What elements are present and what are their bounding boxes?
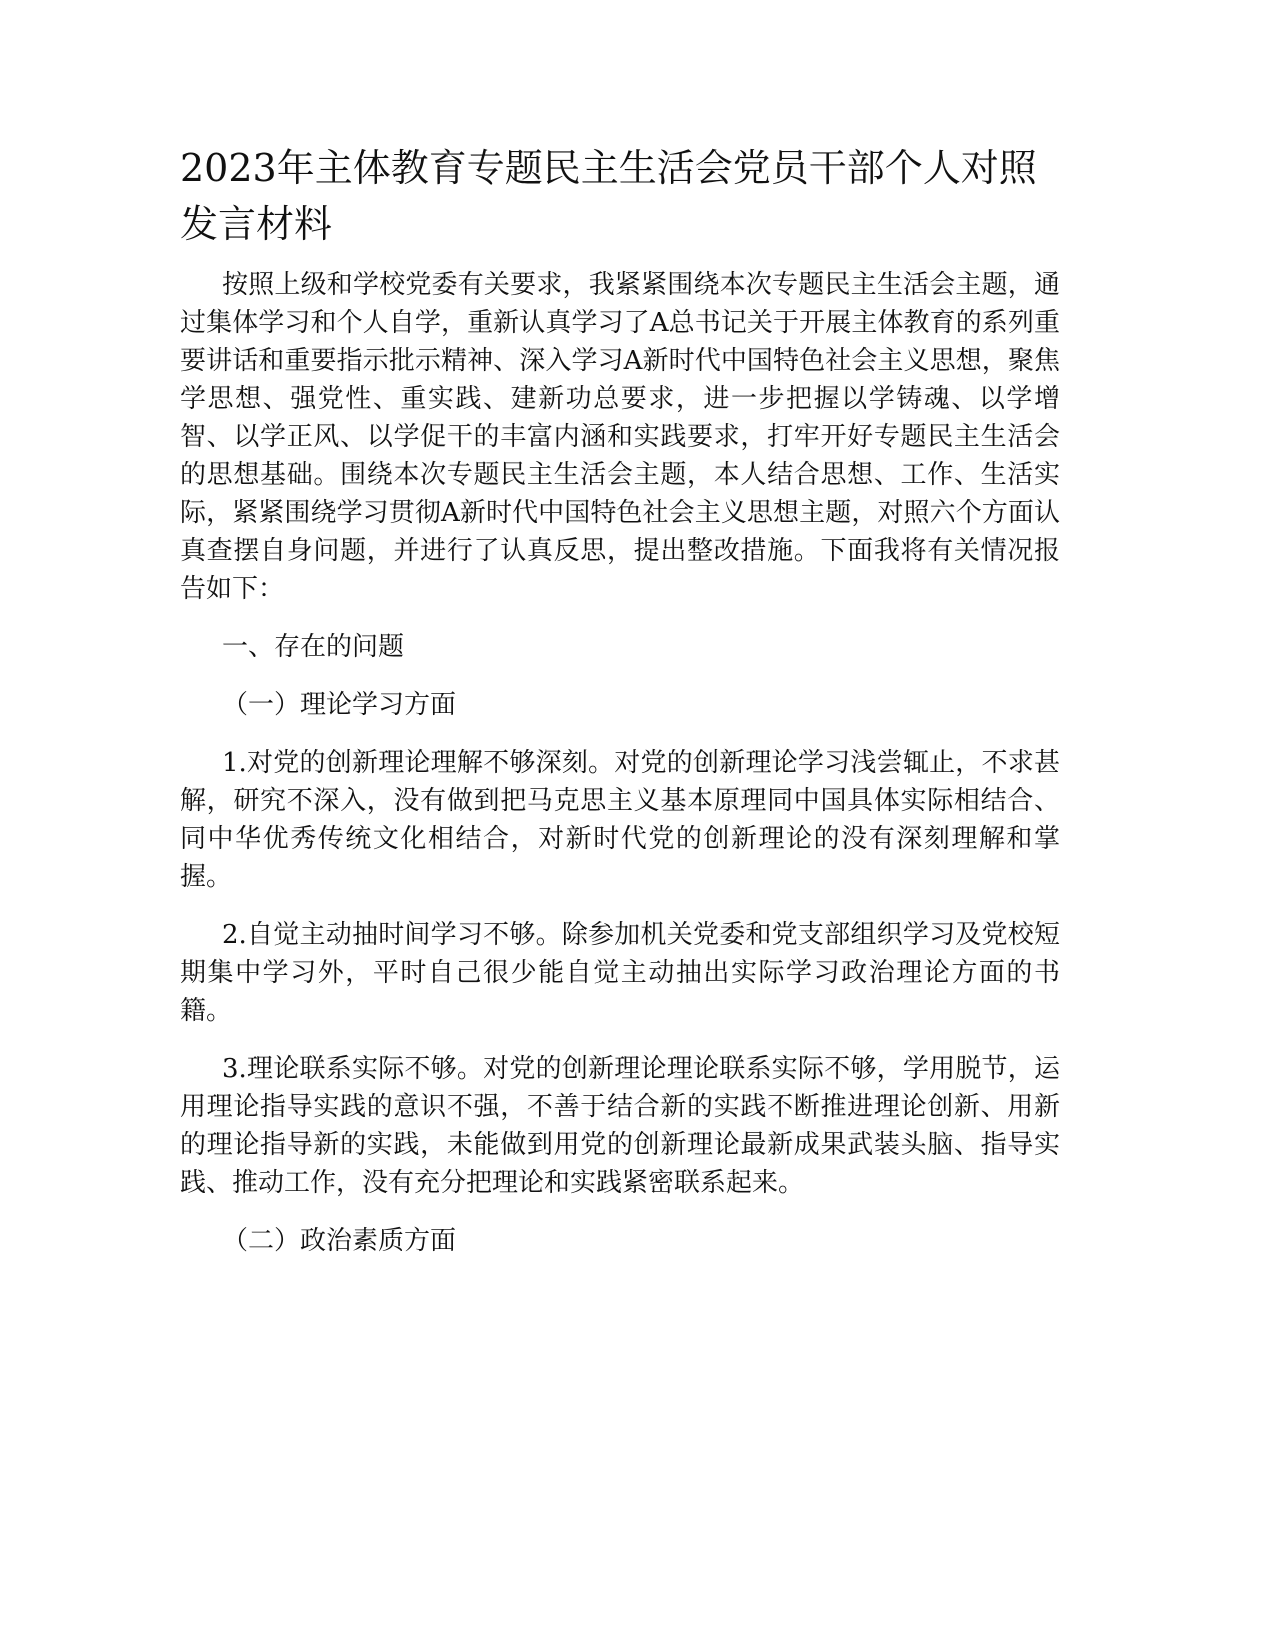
subsection-heading-theory: （一）理论学习方面: [222, 690, 457, 720]
problem-item-3: 3.理论联系实际不够。对党的创新理论理论联系实际不够，学用脱节，运用理论指导实践的意识不强，不善于结合新的实践不断推进理论创新、用新的理论指导新的实践，未能做到用党的创新理论最新成果武装头脑、指导实践、推动工作，没有充分把理论和实践紧密联系起来。: [180, 1054, 1060, 1198]
document-page: [180, 140, 1060, 1280]
section-heading-problems: 一、存在的问题: [222, 632, 405, 662]
document-title: 2023年主体教育专题民主生活会党员干部个人对照发言材料: [180, 146, 1037, 246]
subsection-heading-politics: （二）政治素质方面: [222, 1226, 457, 1256]
problem-item-1: 1.对党的创新理论理解不够深刻。对党的创新理论学习浅尝辄止，不求甚解，研究不深入，没有做到把马克思主义基本原理同中国具体实际相结合、同中华优秀传统文化相结合，对新时代党的创新理论的没有深刻理解和掌握。: [180, 748, 1060, 892]
intro-paragraph: 按照上级和学校党委有关要求，我紧紧围绕本次专题民主生活会主题，通过集体学习和个人自学，重新认真学习了A总书记关于开展主体教育的系列重要讲话和重要指示批示精神、深入学习A新时代中国特色社会主义思想，聚焦学思想、强党性、重实践、建新功总要求，进一步把握以学铸魂、以学增智、以学正风、以学促干的丰富内涵和实践要求，打牢开好专题民主生活会的思想基础。围绕本次专题民主生活会主题，本人结合思想、工作、生活实际，紧紧围绕学习贯彻A新时代中国特色社会主义思想主题，对照六个方面认真查摆自身问题，并进行了认真反思，提出整改措施。下面我将有关情况报告如下：: [180, 270, 1060, 604]
problem-item-2: 2.自觉主动抽时间学习不够。除参加机关党委和党支部组织学习及党校短期集中学习外，平时自己很少能自觉主动抽出实际学习政治理论方面的书籍。: [180, 920, 1060, 1026]
